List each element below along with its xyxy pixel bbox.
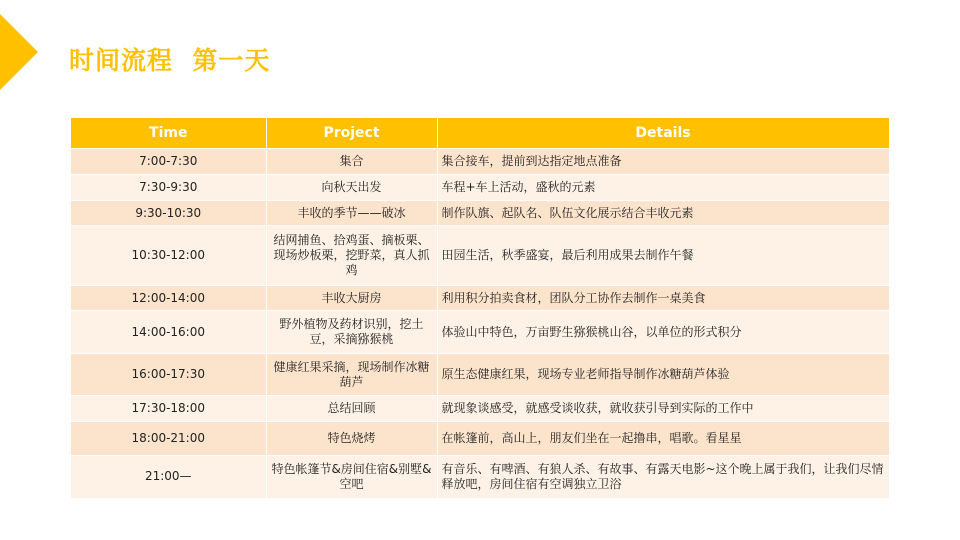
project-cell: 野外植物及药材识别，挖土豆，采摘猕猴桃 [266, 311, 437, 354]
details-cell: 车程+车上活动，盛秋的元素 [437, 175, 889, 201]
project-cell: 丰收大厨房 [266, 286, 437, 311]
table-row [71, 354, 889, 396]
table-row [71, 422, 889, 456]
project-cell: 特色烧烤 [266, 422, 437, 456]
time-cell: 7:30-9:30 [71, 175, 266, 201]
table-row [71, 396, 889, 422]
time-cell: 17:30-18:00 [71, 396, 266, 422]
schedule-table [71, 118, 890, 498]
page-title: 时间流程 第一天 [69, 46, 271, 75]
time-cell: 14:00-16:00 [71, 311, 266, 354]
details-cell: 利用积分拍卖食材，团队分工协作去制作一桌美食 [437, 286, 889, 311]
details-cell: 集合接车，提前到达指定地点准备 [437, 149, 889, 175]
project-cell: 结网捕鱼、拾鸡蛋、摘板栗、现场炒板栗，挖野菜，真人抓鸡 [266, 226, 437, 286]
project-cell: 特色帐篷节&房间住宿&别墅&空吧 [266, 456, 437, 498]
project-cell: 丰收的季节——破冰 [266, 201, 437, 226]
details-cell: 原生态健康红果，现场专业老师指导制作冰糖葫芦体验 [437, 354, 889, 396]
time-cell: 16:00-17:30 [71, 354, 266, 396]
time-cell: 18:00-21:00 [71, 422, 266, 456]
table-header-row [71, 118, 889, 149]
time-cell: 7:00-7:30 [71, 149, 266, 175]
table-row [71, 286, 889, 311]
project-cell: 向秋天出发 [266, 175, 437, 201]
details-cell: 就现象谈感受，就感受谈收获，就收获引导到实际的工作中 [437, 396, 889, 422]
project-cell: 集合 [266, 149, 437, 175]
corner-triangle-decoration [0, 14, 38, 90]
project-cell: 总结回顾 [266, 396, 437, 422]
details-cell: 制作队旗、起队名、队伍文化展示结合丰收元素 [437, 201, 889, 226]
table-row [71, 175, 889, 201]
table-row [71, 311, 889, 354]
project-cell: 健康红果采摘，现场制作冰糖葫芦 [266, 354, 437, 396]
time-cell: 10:30-12:00 [71, 226, 266, 286]
header-time: Time [71, 118, 266, 149]
table-row [71, 456, 889, 498]
table-row [71, 149, 889, 175]
time-cell: 12:00-14:00 [71, 286, 266, 311]
time-cell: 9:30-10:30 [71, 201, 266, 226]
details-cell: 在帐篷前，高山上，朋友们坐在一起撸串，唱歌。看星星 [437, 422, 889, 456]
table-row [71, 201, 889, 226]
details-cell: 田园生活，秋季盛宴，最后利用成果去制作午餐 [437, 226, 889, 286]
header-project: Project [266, 118, 437, 149]
time-cell: 21:00— [71, 456, 266, 498]
details-cell: 有音乐、有啤酒、有狼人杀、有故事、有露天电影~这个晚上属于我们，让我们尽情释放吧，房间住宿有空调独立卫浴 [437, 456, 889, 498]
header-details: Details [437, 118, 889, 149]
details-cell: 体验山中特色，万亩野生猕猴桃山谷，以单位的形式积分 [437, 311, 889, 354]
table-row [71, 226, 889, 286]
